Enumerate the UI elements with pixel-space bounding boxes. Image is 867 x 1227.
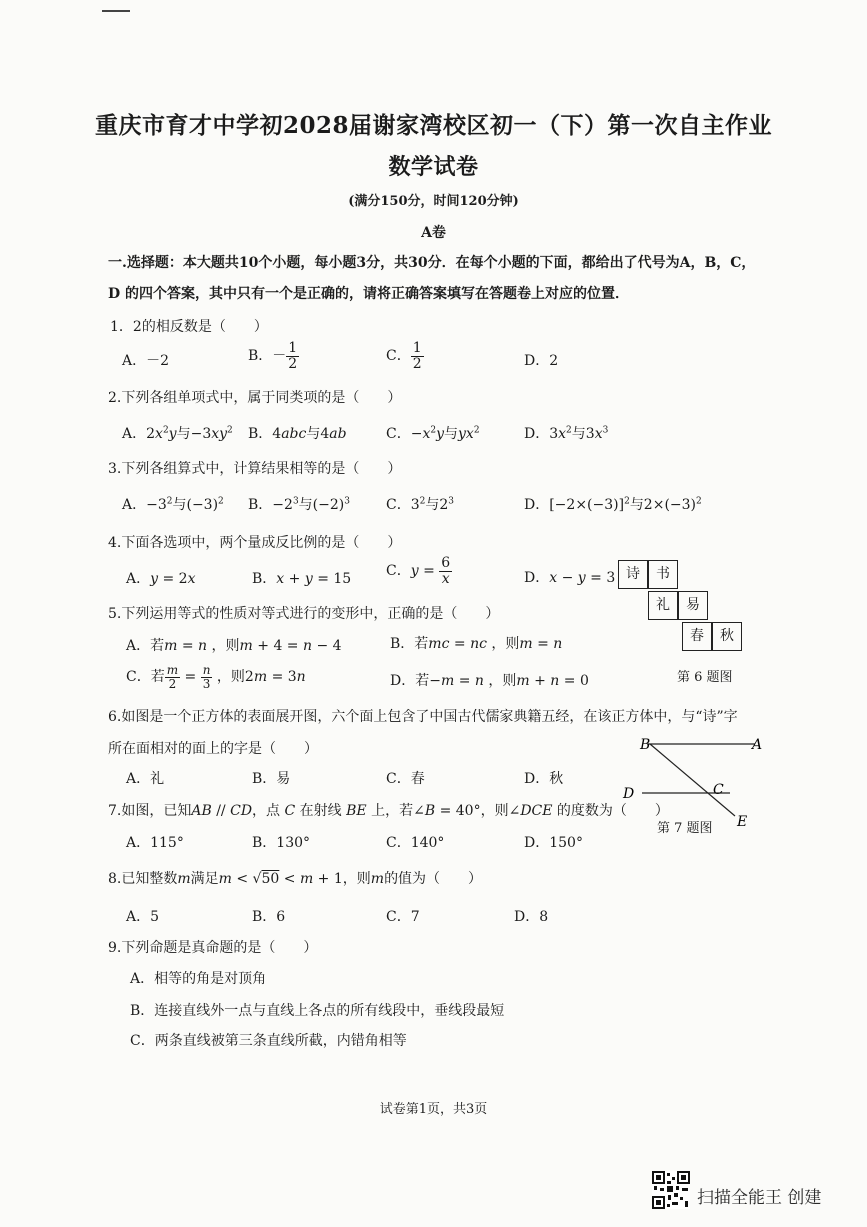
q1-option-b-fraction [286,341,299,371]
q2-option-d: D．$3x^2$与$3x^3$ [524,425,609,442]
q4-option-b: B．x + y = 15 [252,571,352,587]
q2-option-a: A．$2x^2y$与$-3xy^2$ [122,425,233,442]
label-d: D [623,786,635,802]
q2-option-b: B．4abc与4ab [248,426,347,442]
q5-stem: 5.下列运用等式的性质对等式进行的变形中，正确的是（ ） [108,606,500,622]
q1-c-numerator: 1 [412,340,422,356]
q9-stem: 9.下列命题是真命题的是（ ） [108,940,318,956]
net-face-li: 礼 [648,591,678,620]
q7-option-b: B．130° [252,835,311,851]
exam-subject: 数学试卷 [388,154,479,180]
q5-option-d: D．若−m = n ，则m + n = 0 [390,673,589,689]
q1-option-b [248,341,299,371]
q7-option-c: C．140° [386,835,445,851]
q2-stem: 2.下列各组单项式中，属于同类项的是（ ） [108,390,402,406]
net-face-qiu: 秋 [712,622,742,651]
label-e: E [737,814,748,830]
q8-option-a: A．5 [126,909,160,925]
q8-option-b: B．6 [252,909,286,925]
q3-option-c: C．$3^2$与$2^3$ [386,496,455,513]
net-face-shi: 诗 [618,560,648,589]
q1-stem: 1．2的相反数是（ ） [110,319,268,335]
q7-option-d: D．150° [524,835,583,851]
q1-option-c-fraction [411,341,424,371]
label-b: B [640,737,651,753]
q1-option-b-label: B．－ [248,348,287,365]
net-face-shu: 书 [648,560,678,589]
q5-option-a: A．若m = n ，则m + 4 = n − 4 [126,638,342,654]
q6-option-a: A．礼 [126,771,165,787]
q1-option-a: A．－2 [122,353,170,369]
q3-option-a: A．$-3^2$与$(-3)^2$ [122,496,224,513]
section-intro-line1: 一.选择题：本大题共10个小题，每小题3分，共30分．在每个小题的下面，都给出了代号为A，B，C， [108,255,756,271]
label-a: A [752,737,763,753]
q1-option-d: D．2 [524,353,559,369]
q4-option-c: C．y = $\frac{6}{x}$ [386,555,451,587]
net-face-yi: 易 [678,591,708,620]
q4-stem: 4.下面各选项中，两个量成反比例的是（ ） [108,535,402,551]
q6-stem-line1: 6.如图是一个正方体的表面展开图，六个面上包含了中国古代儒家典籍五经，在该正方体中，与“诗”字 [108,709,738,725]
q8-option-c: C．7 [386,909,420,925]
q9-option-c: C．两条直线被第三条直线所截，内错角相等 [130,1033,407,1049]
q5-option-b: B．若mc = nc ，则m = n [390,636,563,652]
qr-code-icon [652,1171,690,1209]
q6-option-b: B．易 [252,771,291,787]
q6-option-d: D．秋 [524,771,564,787]
q3-option-b: B．$-2^3$与$(-2)^3$ [248,496,350,513]
q4-option-a: A．y = 2x [126,571,196,587]
cube-net-figure [618,560,748,655]
q6-option-c: C．春 [386,771,425,787]
q6-stem-line2: 所在面相对的面上的字是（ ） [108,741,318,757]
exam-title: 重庆市育才中学初2028届谢家湾校区初一（下）第一次自主作业 [94,112,772,139]
q8-option-d: D．8 [514,909,549,925]
q4-option-d: D．x − y = 3 [524,570,616,586]
q1-b-denominator: 2 [288,355,298,372]
q3-option-d: D．$[-2\times(-3)]^2$与$2\times(-3)^2$ [524,496,702,513]
q9-option-b: B．连接直线外一点与直线上各点的所有线段中，垂线段最短 [130,1003,505,1019]
q9-option-a: A．相等的角是对顶角 [130,971,267,987]
q7-option-a: A．115° [126,835,184,851]
scanner-watermark: 扫描全能王 创建 [697,1188,822,1208]
fig7-caption: 第 7 题图 [657,821,713,836]
q1-option-c-label: C． [386,348,411,365]
scan-mark [102,10,130,12]
page-footer: 试卷第1页，共3页 [379,1102,488,1117]
net-face-chun: 春 [682,622,712,651]
q3-stem: 3.下列各组算式中，计算结果相等的是（ ） [108,461,402,477]
q8-stem: 8.已知整数m满足m < √50 < m + 1，则m的值为（ ） [108,871,483,887]
fig6-caption: 第 6 题图 [677,670,733,685]
section-intro-line2: D 的四个答案，其中只有一个是正确的，请将正确答案填写在答题卷上对应的位置． [108,286,630,302]
q1-b-numerator: 1 [288,340,298,356]
volume-label: A卷 [421,225,446,241]
q2-option-c: C．$-x^2y$与$yx^2$ [386,425,480,442]
label-c: C [713,782,724,798]
exam-info: (满分150分，时间120分钟) [348,194,519,209]
q1-c-denominator: 2 [412,355,422,372]
q7-stem: 7.如图，已知AB // CD，点 C 在射线 BE 上，若∠B = 40°，则∠DCE 的度数为（ ） [108,803,669,819]
q5-option-c: C．若 $\frac{m}{2}$ = $\frac{n}{3}$ ，则2m = 3n [126,663,306,691]
q1-option-c [386,341,424,371]
